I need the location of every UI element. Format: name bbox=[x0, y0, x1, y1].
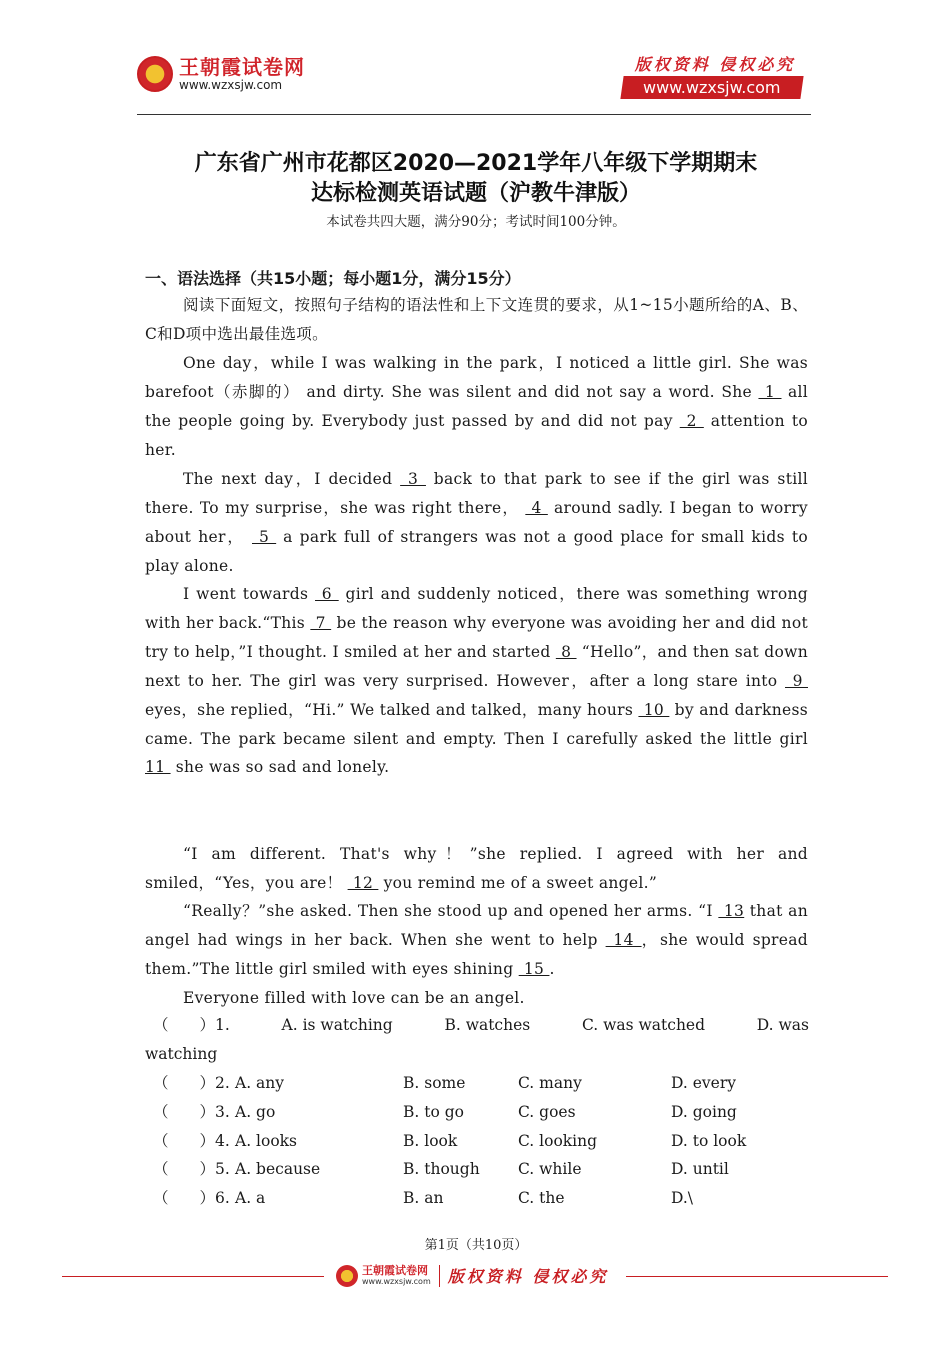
passage-text: One day，while I was walking in the park，I noticed a little girl. She was barefoot（赤脚的） and dirty. She was silent and did not say a word. She bbox=[145, 354, 808, 401]
passage-text: eyes，she replied，“Hi.” We talked and talked，many hours bbox=[145, 700, 634, 719]
blank-10[interactable]: 10 bbox=[638, 700, 670, 719]
blank-3[interactable]: 3 bbox=[400, 470, 426, 488]
option-b[interactable]: B. an bbox=[403, 1189, 444, 1208]
question-number[interactable]: （ ）3. bbox=[153, 1102, 230, 1121]
passage-paragraph-5 bbox=[145, 897, 808, 984]
option-b[interactable]: B. to go bbox=[403, 1102, 464, 1121]
blank-6[interactable]: 6 bbox=[315, 585, 339, 603]
option-d[interactable]: D. was bbox=[756, 1016, 809, 1034]
passage-paragraph-4 bbox=[145, 840, 808, 898]
question-options bbox=[145, 1011, 813, 1213]
question-number[interactable]: （ ）4. bbox=[153, 1131, 230, 1150]
section-heading: 一、语法选择（共15小题；每小题1分，满分15分） bbox=[145, 269, 521, 288]
footer-divider-right bbox=[626, 1276, 888, 1277]
url-banner-text: www.wzxsjw.com bbox=[643, 78, 781, 97]
footer-brand bbox=[336, 1264, 608, 1287]
question-row bbox=[153, 1069, 813, 1098]
option-d[interactable]: D. going bbox=[671, 1102, 737, 1121]
option-c[interactable]: C. was watched bbox=[581, 1016, 706, 1034]
blank-4[interactable]: 4 bbox=[525, 498, 548, 517]
question-row bbox=[153, 1184, 813, 1213]
option-c[interactable]: C. many bbox=[518, 1073, 582, 1092]
passage-text: “I am different. That's why！”she replied. I agreed with her and smiled，“Yes，you are！ bbox=[145, 845, 808, 892]
passage-text: “Really？”she asked. Then she stood up and opened her arms. “I bbox=[183, 902, 713, 920]
option-c[interactable]: C. while bbox=[518, 1160, 582, 1179]
passage-paragraph-3 bbox=[145, 580, 808, 782]
site-logo bbox=[137, 56, 305, 92]
passage-text: The next day，I decided bbox=[183, 470, 393, 488]
option-d[interactable]: D.\ bbox=[671, 1189, 694, 1208]
question-number[interactable]: （ ）2. bbox=[153, 1073, 230, 1092]
option-a[interactable]: A. because bbox=[235, 1160, 321, 1179]
passage-text: be the reason why everyone was avoiding her and did not try to help，”I thought. I smiled at her and started bbox=[145, 613, 808, 661]
passage-text: you remind me of a sweet angel.” bbox=[383, 873, 658, 892]
passage-text: girl and suddenly noticed，there was something wrong with her back.“This bbox=[145, 585, 808, 632]
passage-text: a park full of strangers was not a good place for small kids to play alone. bbox=[145, 527, 809, 575]
option-a[interactable]: A. a bbox=[235, 1189, 266, 1208]
question-number[interactable]: （ ）1. bbox=[153, 1016, 230, 1034]
option-a[interactable]: A. looks bbox=[235, 1131, 298, 1150]
option-c[interactable]: C. looking bbox=[518, 1131, 598, 1150]
copyright-slogan: 版权资料 侵权必究 bbox=[634, 55, 796, 74]
option-c[interactable]: C. the bbox=[518, 1189, 565, 1208]
blank-1[interactable]: 1 bbox=[758, 382, 782, 401]
option-d[interactable]: D. to look bbox=[671, 1131, 747, 1150]
passage-paragraph-6: Everyone filled with love can be an angel. bbox=[183, 989, 525, 1007]
logo-name: 王朝霞试卷网 bbox=[179, 55, 305, 79]
footer-slogan: 版权资料 侵权必究 bbox=[447, 1267, 609, 1286]
passage-text: back to that park to see if the girl was still there. To my surprise，she was right there， bbox=[145, 470, 808, 517]
blank-7[interactable]: 7 bbox=[310, 613, 332, 632]
question-row bbox=[153, 1155, 813, 1184]
blank-13[interactable]: 13 bbox=[718, 902, 745, 920]
question-row bbox=[153, 1098, 813, 1127]
footer-logo-url: www.wzxsjw.com bbox=[362, 1277, 431, 1286]
option-d-continuation[interactable]: watching bbox=[145, 1044, 218, 1063]
option-a[interactable]: A. is watching bbox=[281, 1016, 393, 1034]
passage-text: attention to her. bbox=[145, 411, 808, 459]
exam-title-line2: 达标检测英语试题（沪教牛津版） bbox=[310, 181, 641, 206]
passage-text: that an angel had wings in her back. When she went to help bbox=[145, 902, 809, 949]
question-row-continuation bbox=[145, 1040, 813, 1069]
question-number[interactable]: （ ）6. bbox=[153, 1189, 230, 1208]
blank-5[interactable]: 5 bbox=[252, 527, 277, 546]
blank-12[interactable]: 12 bbox=[347, 873, 379, 892]
page-number: 第1页（共10页） bbox=[424, 1238, 528, 1253]
passage-text: I went towards bbox=[183, 585, 309, 603]
seal-icon bbox=[336, 1265, 358, 1287]
option-c[interactable]: C. goes bbox=[518, 1102, 576, 1121]
passage-paragraph-1 bbox=[145, 349, 808, 465]
blank-14[interactable]: 14 bbox=[605, 930, 642, 949]
option-d[interactable]: D. until bbox=[671, 1160, 729, 1179]
exam-subtitle: 本试卷共四大题，满分90分；考试时间100分钟。 bbox=[326, 214, 626, 230]
passage-text: all the people going by. Everybody just passed by and did not pay bbox=[145, 382, 809, 430]
option-b[interactable]: B. look bbox=[403, 1131, 458, 1150]
option-b[interactable]: B. some bbox=[403, 1073, 466, 1092]
passage-text: she was so sad and lonely. bbox=[175, 758, 390, 777]
question-row bbox=[153, 1011, 809, 1040]
option-b[interactable]: B. watches bbox=[444, 1016, 531, 1034]
blank-9[interactable]: 9 bbox=[785, 671, 808, 690]
footer-separator bbox=[439, 1265, 440, 1287]
logo-url: www.wzxsjw.com bbox=[179, 78, 283, 92]
passage-text: around sadly. I began to worry about her， bbox=[145, 498, 808, 546]
section-instruction: 阅读下面短文，按照句子结构的语法性和上下文连贯的要求，从1~15小题所给的A、B、C和D项中选出最佳选项。 bbox=[145, 296, 808, 343]
blank-15[interactable]: 15 bbox=[518, 959, 550, 978]
exam-title-line1: 广东省广州市花都区2020—2021学年八年级下学期期末 bbox=[194, 151, 758, 176]
question-number[interactable]: （ ）5. bbox=[153, 1160, 230, 1179]
blank-8[interactable]: 8 bbox=[555, 642, 577, 661]
passage-paragraph-2 bbox=[145, 465, 808, 581]
footer-divider-left bbox=[62, 1276, 324, 1277]
passage-text: “Hello”，and then sat down next to her. The girl was very surprised. However，after a long stare into bbox=[145, 642, 808, 690]
header-divider bbox=[137, 114, 811, 115]
blank-2[interactable]: 2 bbox=[679, 411, 704, 430]
seal-icon bbox=[137, 56, 173, 92]
blank-11[interactable]: 11 bbox=[145, 758, 171, 777]
footer-logo-name: 王朝霞试卷网 bbox=[362, 1264, 428, 1277]
passage-text: . bbox=[549, 959, 555, 978]
url-banner bbox=[620, 76, 803, 99]
question-row bbox=[153, 1127, 813, 1156]
passage-text: ，she would spread them.”The little girl smiled with eyes shining bbox=[145, 930, 808, 978]
option-d[interactable]: D. every bbox=[671, 1073, 736, 1092]
option-b[interactable]: B. though bbox=[403, 1160, 480, 1179]
passage-text: by and darkness came. The park became silent and empty. Then I carefully asked the little girl bbox=[145, 700, 808, 748]
option-a[interactable]: A. any bbox=[235, 1073, 285, 1092]
option-a[interactable]: A. go bbox=[235, 1102, 276, 1121]
